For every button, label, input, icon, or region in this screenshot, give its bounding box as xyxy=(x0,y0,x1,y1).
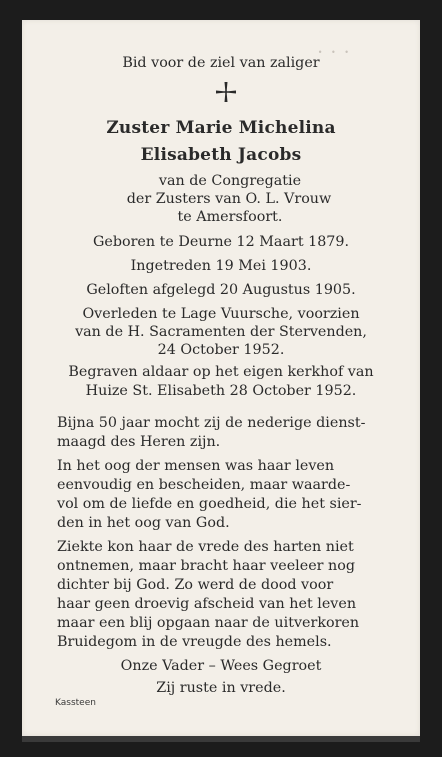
died-text-line1: Overleden te Lage Vuursche, voorzien xyxy=(82,306,360,322)
card-shadow xyxy=(22,736,420,742)
buried-text-line1: Begraven aldaar op het eigen kerkhof van xyxy=(68,364,374,380)
memorial-card xyxy=(22,20,420,736)
congregation-line3: te Amersfoort. xyxy=(177,209,283,225)
closing-prayers: Onze Vader – Wees Gegroet xyxy=(120,658,322,674)
body-p2-line1: In het oog der mensen was haar leven xyxy=(57,458,335,474)
body-p3-line4: haar geen droevig afscheid van het leven xyxy=(57,596,357,612)
body-p1-line2: maagd des Heren zijn. xyxy=(57,434,221,450)
body-p3-line5: maar een blij opgaan naar de uitverkoren xyxy=(57,615,360,631)
body-p3-line6: Bruidegom in de vreugde des hemels. xyxy=(57,634,332,650)
body-p3-line2: ontnemen, maar bracht haar veeleer nog xyxy=(57,558,356,574)
deceased-name-line1: Zuster Marie Michelina xyxy=(106,118,336,138)
entered-text: Ingetreden 19 Mei 1903. xyxy=(130,258,312,274)
body-p3-line1: Ziekte kon haar de vrede des harten niet xyxy=(57,539,354,555)
closing-rest: Zij ruste in vrede. xyxy=(156,680,286,696)
body-p1-line1: Bijna 50 jaar mocht zij de nederige dienst- xyxy=(57,415,366,431)
congregation-line2: der Zusters van O. L. Vrouw xyxy=(126,191,332,207)
cross-pattee-icon xyxy=(214,80,238,104)
corner-marks: • • • xyxy=(317,48,352,57)
buried-text-line2: Huize St. Elisabeth 28 October 1952. xyxy=(85,383,357,399)
born-text: Geboren te Deurne 12 Maart 1879. xyxy=(92,234,350,250)
died-text-line3: 24 October 1952. xyxy=(157,342,285,358)
body-p2-line4: den in het oog van God. xyxy=(57,515,230,531)
body-p2-line2: eenvoudig en bescheiden, maar waarde- xyxy=(57,477,351,493)
intro-text: Bid voor de ziel van zaliger xyxy=(122,55,320,71)
vows-text: Geloften afgelegd 20 Augustus 1905. xyxy=(86,282,356,298)
publisher-imprint: Kassteen xyxy=(55,698,96,708)
died-text-line2: van de H. Sacramenten der Stervenden, xyxy=(75,324,367,340)
deceased-name-line2: Elisabeth Jacobs xyxy=(140,145,302,165)
body-p3-line3: dichter bij God. Zo werd de dood voor xyxy=(57,577,334,593)
body-p2-line3: vol om de liefde en goedheid, die het sier- xyxy=(57,496,362,512)
congregation-line1: van de Congregatie xyxy=(158,173,302,189)
